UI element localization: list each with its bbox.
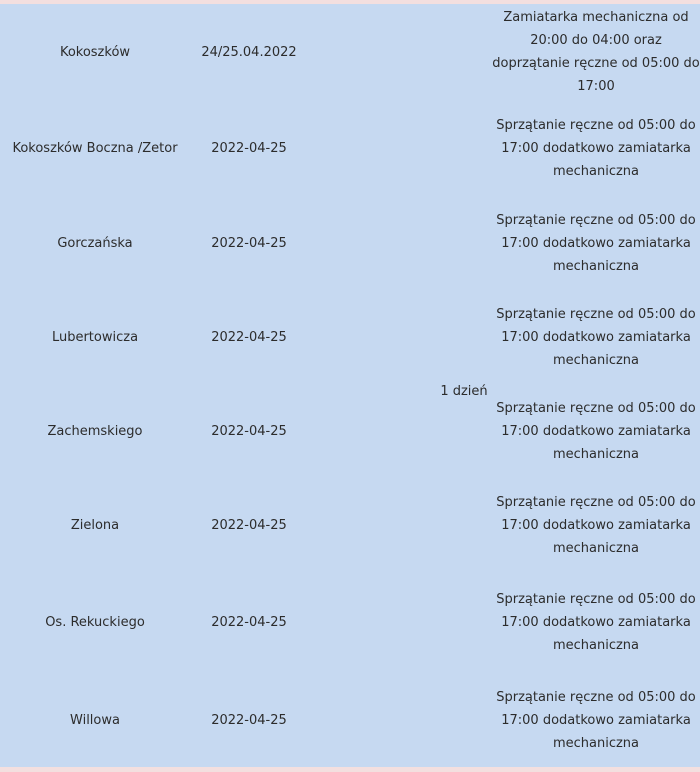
- description-cell: Sprzątanie ręczne od 05:00 do 17:00 dodatkowo zamiatarka mechaniczna: [496, 494, 696, 556]
- duration-cell: 1 dzień: [440, 383, 488, 399]
- street-cell: Zachemskiego: [47, 423, 143, 439]
- description-cell: Sprzątanie ręczne od 05:00 do 17:00 dodatkowo zamiatarka mechaniczna: [496, 117, 696, 179]
- table-row: [0, 290, 700, 384]
- date-cell: 2022-04-25: [211, 235, 287, 251]
- street-cell: Os. Rekuckiego: [45, 615, 145, 630]
- street-cell: Gorczańska: [57, 235, 133, 251]
- cleaning-schedule-table: [0, 4, 700, 767]
- street-cell: Lubertowicza: [51, 329, 139, 345]
- description-cell: Zamiatarka mechaniczna od 20:00 do 04:00 oraz doprzątanie ręczne od 05:00 do 17:00: [492, 10, 700, 94]
- description-cell: Sprzątanie ręczne od 05:00 do 17:00 dodatkowo zamiatarka mechaniczna: [496, 306, 696, 368]
- date-cell: 2022-04-25: [211, 329, 287, 345]
- street-cell: Kokoszków: [59, 44, 131, 60]
- description-cell: Sprzątanie ręczne od 05:00 do 17:00 dodatkowo zamiatarka mechaniczna: [496, 689, 696, 751]
- date-cell: 2022-04-25: [211, 517, 287, 533]
- description-cell: Sprzątanie ręczne od 05:00 do 17:00 dodatkowo zamiatarka mechaniczna: [496, 212, 696, 274]
- street-cell: Kokoszków Boczna /Zetor: [12, 140, 178, 156]
- date-cell: 24/25.04.2022: [201, 44, 297, 60]
- table-row: [0, 4, 700, 100]
- date-cell: 2022-04-25: [211, 615, 287, 630]
- street-cell: Willowa: [70, 712, 120, 728]
- table-row: [0, 673, 700, 767]
- date-cell: 2022-04-25: [211, 423, 287, 439]
- date-cell: 2022-04-25: [211, 140, 287, 156]
- table-row: [0, 478, 700, 572]
- description-cell: Sprzątanie ręczne od 05:00 do 17:00 dodatkowo zamiatarka mechaniczna: [496, 400, 696, 462]
- date-cell: 2022-04-25: [211, 712, 287, 728]
- table-row: [0, 196, 700, 290]
- street-cell: Zielona: [70, 517, 120, 533]
- table-row: [0, 100, 700, 196]
- description-cell: Sprzątanie ręczne od 05:00 do 17:00 dodatkowo zamiatarka mechaniczna: [496, 592, 696, 653]
- table-row: [0, 572, 700, 673]
- table-row: [0, 384, 700, 478]
